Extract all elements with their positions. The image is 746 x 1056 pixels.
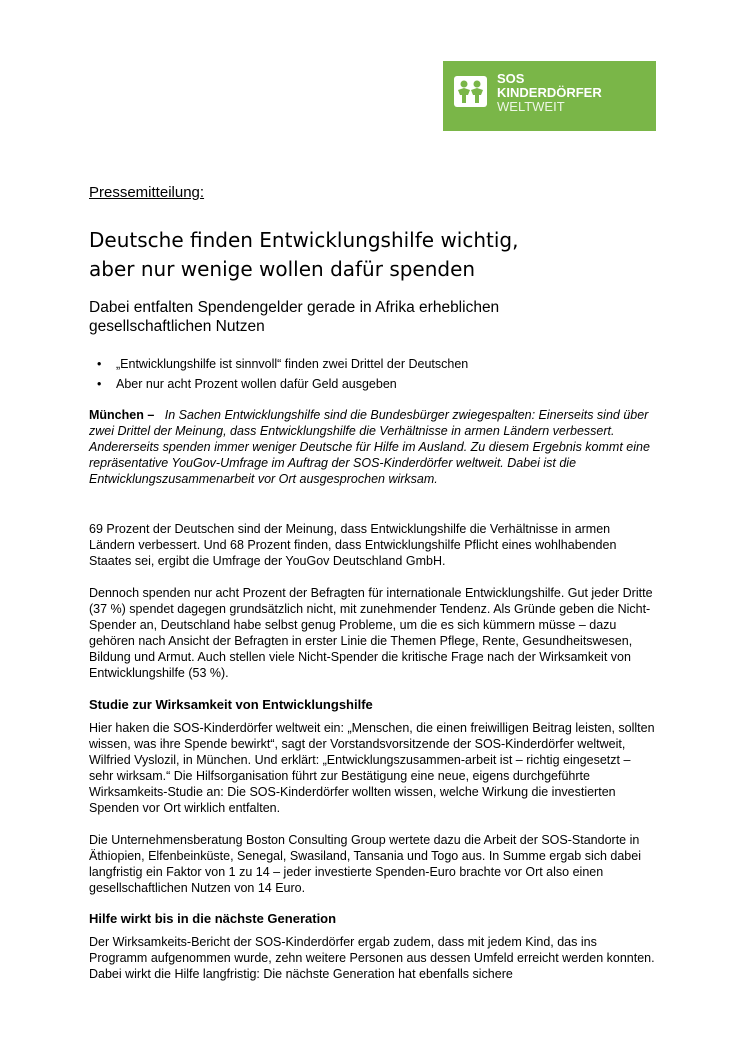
bullet-text: „Entwicklungshilfe ist sinnvoll“ finden zwei Drittel der Deutschen bbox=[116, 357, 469, 371]
section-heading-2: Hilfe wirkt bis in die nächste Generation bbox=[89, 911, 337, 926]
list-item bbox=[89, 374, 649, 394]
page-title bbox=[89, 226, 649, 284]
lead-paragraph bbox=[89, 407, 655, 487]
paragraph-2: Dennoch spenden nur acht Prozent der Befragten für internationale Entwicklungshilfe. Gut jeder Dritte (37 %) spendet dagegen grundsätzlich nicht, mit zunehmender Tendenz. Als Gründe geben die Nicht-Spender an, Deutschland habe selbst genug Probleme, um die es sich kümmern müsse – dazu gehören nach Ansicht der Befragten in erster Linie die Themen Pflege, Rente, Gesundheitswesen, Bildung und Armut. Auch stellen viele Nicht-Spender die kritische Frage nach der Wirksamkeit von Entwicklungshilfe (53 %). bbox=[89, 586, 653, 680]
logo-line-kinderdoerfer: KINDERDÖRFER bbox=[497, 85, 602, 100]
bullet-icon: • bbox=[97, 357, 102, 371]
list-item bbox=[89, 354, 649, 374]
lead-text: In Sachen Entwicklungshilfe sind die Bundesbürger zwiegespalten: Einerseits sind über zwei Drittel der Meinung, dass Entwicklungshilfe die Verhältnisse in armen Ländern verbessert. Andererseits spenden immer weniger Deutsche für Hilfe im Ausland. Zu diesem Ergebnis kommt eine repräsentative YouGov-Umfrage im Auftrag der SOS-Kinderdörfer weltweit. Dabei ist die Entwicklungszusammenarbeit vor Ort ausgesprochen wirksam. bbox=[89, 408, 650, 486]
lead-place: München – bbox=[89, 408, 155, 422]
subtitle-line-1: Dabei entfalten Spendengelder gerade in Afrika erheblichen bbox=[89, 299, 500, 316]
subtitle-line-2: gesellschaftlichen Nutzen bbox=[89, 318, 265, 335]
bullet-text: Aber nur acht Prozent wollen dafür Geld ausgeben bbox=[116, 377, 397, 391]
headline-line-1: Deutsche finden Entwicklungshilfe wichtig, bbox=[89, 228, 519, 252]
paragraph-4: Die Unternehmensberatung Boston Consulting Group wertete dazu die Arbeit der SOS-Standorte in Äthiopien, Elfenbeinküste, Senegal, Swasiland, Tansania und Togo aus. In Summe ergab sich dabei langfristig ein Faktor von 1 zu 14 – jeder investierte Spenden-Euro brachte vor Ort also einen gesellschaftlichen Nutzen von 14 Euro. bbox=[89, 833, 641, 895]
logo-line-sos: SOS bbox=[497, 71, 525, 86]
key-points-list bbox=[89, 354, 649, 394]
section-heading-1: Studie zur Wirksamkeit von Entwicklungshilfe bbox=[89, 697, 373, 712]
paragraph-1: 69 Prozent der Deutschen sind der Meinung, dass Entwicklungshilfe die Verhältnisse in armen Ländern verbessert. Und 68 Prozent finden, dass Entwicklungshilfe Pflicht eines wohlhabenden Staates sei, ergibt die Umfrage der YouGov Deutschland GmbH. bbox=[89, 522, 617, 568]
paragraph-5: Der Wirksamkeits-Bericht der SOS-Kinderdörfer ergab zudem, dass mit jedem Kind, das ins Programm aufgenommen wurde, zehn weitere Personen aus dessen Umfeld erreicht werden konnten. Dabei wirkt die Hilfe langfristig: Die nächste Generation hat ebenfalls sichere bbox=[89, 935, 655, 981]
brand-logo bbox=[443, 61, 656, 131]
headline-line-2: aber nur wenige wollen dafür spenden bbox=[89, 257, 476, 281]
logo-line-weltweit: WELTWEIT bbox=[497, 99, 565, 114]
logo-wordmark bbox=[497, 72, 602, 114]
subtitle bbox=[89, 298, 649, 336]
document-label: Pressemitteilung: bbox=[89, 184, 205, 201]
sos-children-logo-icon bbox=[454, 76, 487, 107]
bullet-icon: • bbox=[97, 377, 102, 391]
paragraph-3: Hier haken die SOS-Kinderdörfer weltweit ein: „Menschen, die einen freiwilligen Beitrag leisten, sollten wissen, was ihre Spende bewirkt“, sagt der Vorstandsvorsitzende der SOS-Kinderdörfer weltweit, Wilfried Vyslozil, in München. Und erklärt: „Entwicklungszusammen-arbeit ist – richtig eingesetzt – sehr wirksam.“ Die Hilfsorganisation führt zur Bestätigung eine neue, eigens durchgeführte Wirksamkeits-Studie an: Die SOS-Kinderdörfer wollten wissen, welche Wirkung die investierten Spenden vor Ort wirklich entfalten. bbox=[89, 721, 655, 815]
